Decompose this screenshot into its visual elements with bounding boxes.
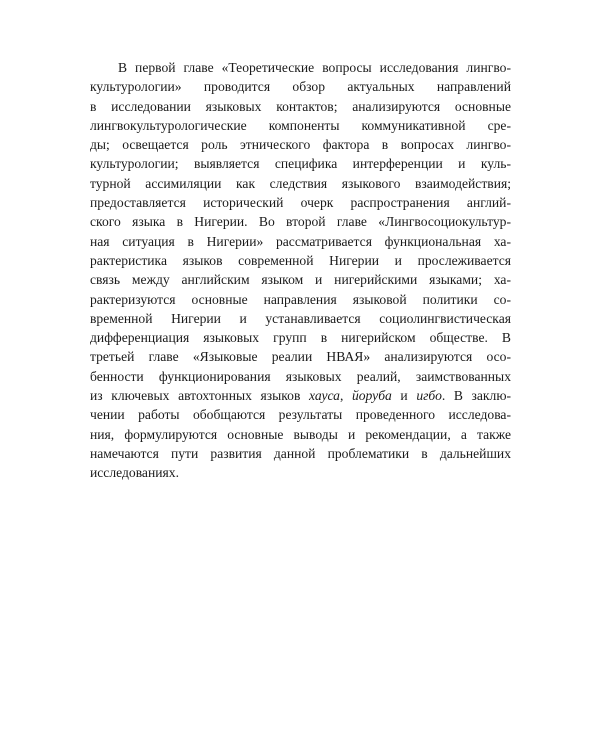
text-line: В первой главе «Теоретические вопросы исследования лингво- [118,60,511,75]
text-line: в исследовании языковых контактов; анализируются основные [90,98,511,114]
text-line: исследованиях. [90,465,179,481]
italic-language-name: йоруба [351,388,392,404]
text-line: третьей главе «Языковые реалии НВАЯ» анализируются осо- [90,349,511,365]
text-line: лингвокультурологические компоненты коммуникативной сре- [90,117,511,133]
text-segment: . В заклю- [441,388,511,404]
italic-language-name: игбо [416,388,442,404]
text-segment: и [391,388,417,404]
text-line: культурологии» проводится обзор актуальных направлений [90,79,511,95]
text-line: бенности функционирования языковых реалий, заимствованных [90,368,511,384]
text-line: предоставляется исторический очерк распространения англий- [90,195,511,211]
text-segment: из ключевых автохтонных языков [90,388,309,404]
body-paragraph [90,58,511,483]
text-line: рактеристика языков современной Нигерии и прослеживается [90,252,511,268]
text-line: ная ситуация в Нигерии» рассматривается функциональная ха- [90,233,511,249]
text-line: рактеризуются основные направления языковой политики со- [90,291,511,307]
text-line-with-italics [90,386,511,405]
text-line: культурологии; выявляется специфика интерференции и куль- [90,156,511,172]
text-line: ского языка в Нигерии. Во второй главе «Лингвосоциокультур- [90,214,511,230]
text-segment: , [339,388,352,404]
text-line: чении работы обобщаются результаты проведенного исследова- [90,407,511,423]
text-line: связь между английским языком и нигерийскими языками; ха- [90,272,511,288]
text-line: временной Нигерии и устанавливается социолингвистическая [90,310,511,326]
italic-language-name: хауса [308,388,340,404]
text-line: намечаются пути развития данной проблематики в дальнейших [90,445,511,461]
text-line: ния, формулируются основные выводы и рекомендации, а также [90,426,511,442]
text-line: дифференциация языковых групп в нигерийском обществе. В [90,330,511,346]
text-line: ды; освещается роль этнического фактора в вопросах лингво- [90,137,511,153]
text-line: турной ассимиляции как следствия языкового взаимодействия; [90,175,511,191]
